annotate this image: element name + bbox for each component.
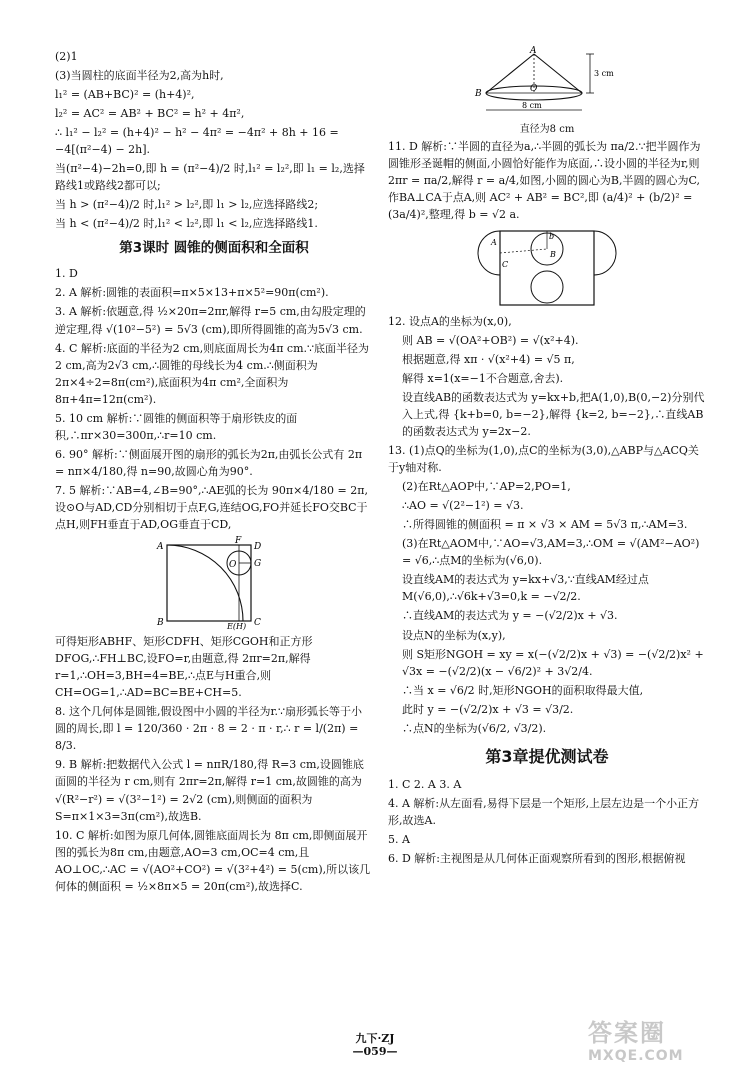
answer-item: (3)在Rt△AOM中,∵AO=√3,AM=3,∴OM = √(AM²−AO²) = √6,∴点M的坐标为(√6,0).: [402, 537, 700, 568]
answer-item: 1. C 2. A 3. A: [388, 777, 462, 791]
watermark-logo: 答案圈: [588, 1019, 666, 1047]
answer-item: 设直线AM的表达式为 y=kx+√3,∵直线AM经过点M(√6,0),∴√6k+√3=0,k = −√2/2.: [402, 573, 649, 604]
answer-item: ∴所得圆锥的侧面积 = π × √3 × AM = 5√3 π,∴AM=3.: [402, 518, 688, 532]
right-column: [388, 44, 706, 869]
cone-figure: [472, 48, 622, 120]
footer-label: 九下·ZJ: [355, 1032, 395, 1045]
watermark: [588, 1013, 738, 1063]
text-line: 当 h > (π²−4)/2 时,l₁² > l₂²,即 l₁ > l₂,应选择路线2;: [55, 198, 319, 212]
answer-item: 根据题意,得 xπ · √(x²+4) = √5 π,: [402, 352, 575, 366]
answer-item: 10. C 解析:如图为原几何体,圆锥底面周长为 8π cm,即侧面展开图的弧长为8π cm,由题意,AO=3 cm,OC=4 cm,且AO⊥OC,∴AC = √(AO²+CO²) = √(3²+4²) = 5(cm),所以该几何体的侧面积 = ½×8π×5 = 20π(cm²),故选择C.: [55, 828, 371, 893]
label-b-small: b: [549, 231, 555, 241]
height-label: 3 cm: [594, 69, 614, 78]
semicircle-figure: [492, 227, 602, 309]
text-line: (2)1: [55, 50, 78, 63]
answer-item: 4. A 解析:从左面看,易得下层是一个矩形,上层左边是一个小正方形,故选A.: [388, 796, 700, 827]
section-title: 第3章提优测试卷: [485, 746, 609, 766]
answer-item: 4. C 解析:底面的半径为2 cm,则底面周长为4π cm.∵底面半径为2 cm,高为2√3 cm,∴圆锥的母线长为4 cm.∴侧面积为2π×4÷2=8π(cm²),底面积为4π cm²,全面积为8π+4π=12π(cm²).: [55, 341, 370, 406]
answer-item: 1. D: [55, 267, 78, 281]
answer-item: 6. 90° 解析:∵侧面展开图的扇形的弧长为2π,由弧长公式有 2π = nπ×4/180,得 n=90,故圆心角为90°.: [55, 447, 363, 478]
answer-item: 12. 设点A的坐标为(x,0),: [388, 314, 512, 328]
label-eh: E(H): [227, 622, 247, 632]
label-c: C: [254, 618, 261, 629]
answer-item: 8. 这个几何体是圆锥,假设图中小圆的半径为r.∵扇形弧长等于小圆的周长,即 l = 120/360 · 2π · 8 = 2 · π · r,∴ r = l/(2π) = 8/3.: [55, 705, 363, 753]
answer-item: ∴点N的坐标为(√6/2, √3/2).: [402, 721, 547, 735]
answer-item: 设直线AB的函数表达式为 y=kx+b,把A(1,0),B(0,−2)分别代入上式,得 {k+b=0, b=−2},解得 {k=2, b=−2},∴直线AB的函数表达式为 y=2x−2.: [402, 390, 705, 439]
text-line: ∴ l₁² − l₂² = (h+4)² − h² − 4π² = −4π² + 8h + 16 = −4[(π²−4) − 2h].: [55, 126, 339, 157]
answer-item: 6. D 解析:主视图是从几何体正面观察所看到的图形,根据俯视: [388, 851, 686, 865]
answer-item: ∴直线AM的表达式为 y = −(√2/2)x + √3.: [402, 609, 618, 623]
label-a: A: [157, 542, 164, 553]
label-a: A: [530, 46, 537, 56]
label-d: D: [254, 542, 262, 553]
rectangle-arc-figure: [149, 536, 279, 632]
label-b: B: [550, 249, 556, 259]
answer-item: 设点N的坐标为(x,y),: [402, 628, 506, 642]
answer-item: ∴当 x = √6/2 时,矩形NGOH的面积取得最大值,: [402, 683, 644, 697]
label-f: F: [235, 536, 242, 547]
text-line: l₂² = AC² = AB² + BC² = h² + 4π²,: [55, 107, 245, 121]
answer-item: 解得 x=1(x=−1不合题意,舍去).: [402, 371, 564, 385]
label-b: B: [475, 89, 482, 99]
answer-item: 5. 10 cm 解析:∵圆锥的侧面积等于扇形铁皮的面积,∴πr×30=300π,∴r=10 cm.: [55, 411, 298, 442]
answer-item: (2)在Rt△AOP中,∵AP=2,PO=1,: [402, 480, 571, 494]
width-label: 8 cm: [522, 101, 542, 110]
text-line: 当(π²−4)−2h=0,即 h = (π²−4)/2 时,l₁² = l₂²,即 l₁ = l₂,选择路线1或路线2都可以;: [55, 162, 365, 193]
left-column: [55, 48, 373, 897]
answer-item: 此时 y = −(√2/2)x + √3 = √3/2.: [402, 702, 574, 716]
answer-item: 9. B 解析:把数据代入公式 l = nπR/180,得 R=3 cm,设圆锥底面圆的半径为 r cm,则有 2πr=2π,解得 r=1 cm,故圆锥的高为 √(R²−r²) = √(3²−1²) = 2√2 (cm),则侧面的面积为 S=π×1×3=3π(cm²),故选B.: [55, 758, 364, 823]
label-a: A: [491, 237, 497, 247]
label-c: C: [502, 259, 509, 269]
answer-item: 则 S矩形NGOH = xy = x(−(√2/2)x + √3) = −(√2/2)x² + √3x = −(√2/2)(x − √6/2)² + 3√2/4.: [402, 647, 704, 678]
text-line: 当 h < (π²−4)/2 时,l₁² < l₂²,即 l₁ < l₂,应选择路线1.: [55, 217, 318, 231]
label-o: O: [229, 560, 237, 571]
answer-item: 5. A: [388, 832, 410, 846]
answer-item: 2. A 解析:圆锥的表面积=π×5×13+π×5²=90π(cm²).: [55, 286, 329, 300]
answer-item: 13. (1)点Q的坐标为(1,0),点C的坐标为(3,0),△ABP与△ACQ关于y轴对称.: [388, 444, 699, 475]
answer-item: 可得矩形ABHF、矩形CDFH、矩形CGOH和正方形DFOG,∴FH⊥BC,设FO=r,由题意,得 2πr=2π,解得 r=1,∴OH=3,BH=4=BE,∴点E与H重合,则CH=OG=1,∴AD=BC=BE+CH=5.: [55, 635, 313, 700]
answer-item: 11. D 解析:∵半圆的直径为a,∴半圆的弧长为 πa/2.∵把半圆作为圆锥形圣诞帽的侧面,小圆恰好能作为底面,∴设小圆的半径为r,则 2πr = πa/2,解得 r = a/4,如图,小圆的圆心为B,半圆的圆心为C,作BA⊥CA于点A,则 AC² + AB² = BC²,即 (a/4)² + (b/2)² = (3a/4)²,整理,得 b = √2 a.: [388, 139, 701, 221]
label-o: O: [530, 84, 538, 94]
answer-item: ∴AO = √(2²−1²) = √3.: [402, 499, 524, 513]
answer-item: 7. 5 解析:∵AB=4,∠B=90°,∴AE弧的长为 90π×4/180 = 2π,设⊙O与AD,CD分别相切于点F,G,连结OG,FO并延长FO交BC于点H,则FH垂直于AD,OG垂直于CD,: [55, 483, 368, 532]
answer-item: 则 AB = √(OA²+OB²) = √(x²+4).: [402, 333, 579, 347]
answer-item: 3. A 解析:依题意,得 ½×20π=2πr,解得 r=5 cm,由勾股定理的逆定理,得 √(10²−5²) = 5√3 (cm),即所得圆锥的高为5√3 cm.: [55, 305, 366, 336]
text-line: l₁² = (AB+BC)² = (h+4)²,: [55, 88, 195, 102]
watermark-url: MXQE.COM: [588, 1048, 684, 1064]
figure-caption: 直径为8 cm: [519, 124, 575, 135]
page-number: —059—: [352, 1045, 398, 1058]
label-g: G: [254, 559, 262, 570]
section-title: 第3课时 圆锥的侧面积和全面积: [119, 240, 309, 257]
text-line: (3)当圆柱的底面半径为2,高为h时,: [55, 69, 224, 83]
label-b: B: [157, 618, 164, 629]
